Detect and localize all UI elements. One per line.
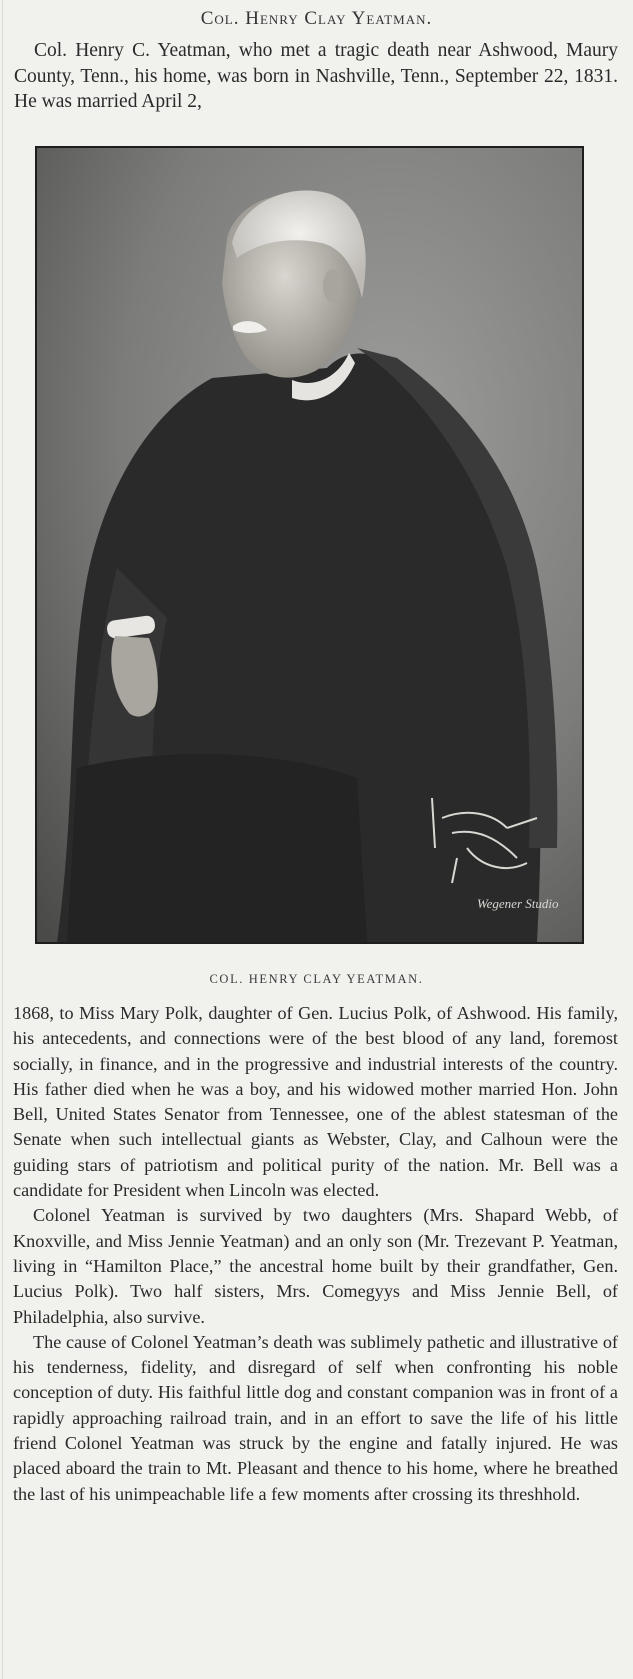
intro-paragraph: Col. Henry C. Yeatman, who met a tragic death near Ashwood, Maury County, Tenn., his home, was born in Nashville, Tenn., September 22, 1831. He was married April 2,: [14, 40, 618, 112]
portrait-image: [37, 148, 582, 942]
article-heading: Col. Henry Clay Yeatman.: [200, 8, 433, 29]
body-paragraph-2: Colonel Yeatman is survived by two daughters (Mrs. Shapard Webb, of Knoxville, and Miss Jennie Yeatman) and an only son (Mr. Trezevant P. Yeatman, living in “Hamilton Place,” the ancestral home built by their grandfather, Gen. Lucius Polk). Two half sisters, Mrs. Comegyys and Miss Jennie Bell, of Philadelphia, also survive.: [13, 1205, 618, 1327]
photo-caption: COL. HENRY CLAY YEATMAN.: [209, 972, 424, 986]
body-paragraph-3: The cause of Colonel Yeatman’s death was sublimely pathetic and illustrative of his tenderness, fidelity, and disregard of self when confronting his noble conception of duty. His faithful little dog and constant companion was in front of a rapidly approaching railroad train, and in an effort to save the life of his little friend Colonel Yeatman was struck by the engine and fatally injured. He was placed aboard the train to Mt. Pleasant and thence to his home, where he breathed the last of his unimpeachable life a few moments after crossing its threshhold.: [13, 1331, 618, 1504]
body-paragraph-1: 1868, to Miss Mary Polk, daughter of Gen. Lucius Polk, of Ashwood. His family, his antecedents, and connections were of the best blood of any land, foremost socially, in finance, and in the progressive and industrial interests of the country. His father died when he was a boy, and his widowed mother married Hon. John Bell, United States Senator from Tennessee, one of the ablest statesman of the Senate when such intellectual giants as Webster, Clay, and Calhoun were the guiding stars of patriotism and political purity of the nation. Mr. Bell was a candidate for President when Lincoln was elected.: [13, 1003, 618, 1201]
portrait-photo: [35, 146, 584, 944]
page-edge: [2, 0, 3, 1679]
article-body: [13, 1001, 618, 1507]
photo-signature: Wegener Studio: [477, 896, 559, 911]
